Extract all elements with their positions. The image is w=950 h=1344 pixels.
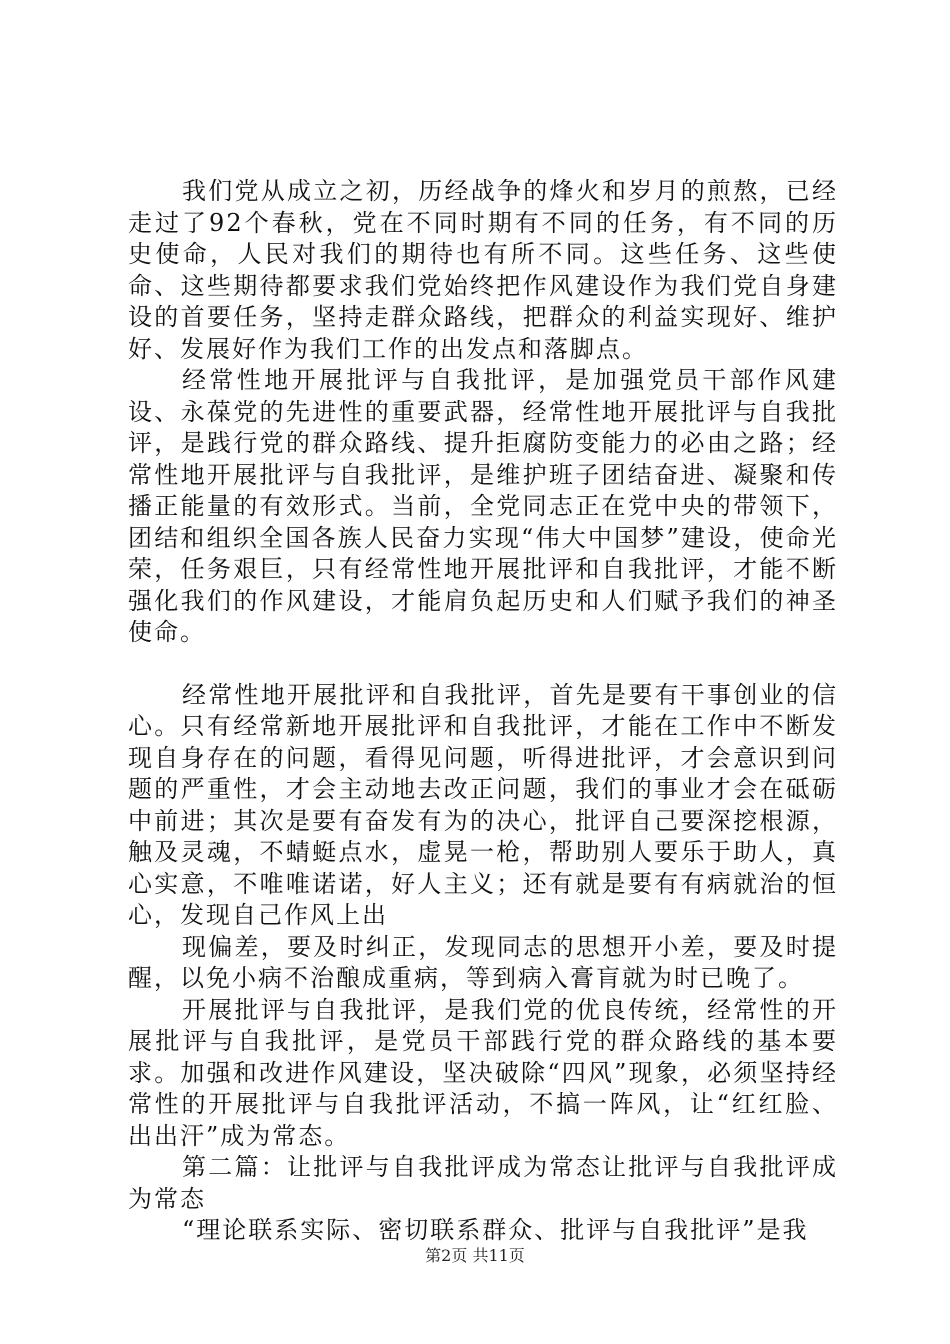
paragraph-spacer (128, 649, 838, 680)
page-number: 第2页 共11页 (425, 1246, 525, 1265)
document-body (128, 176, 838, 1247)
section-heading: 第二篇：让批评与自我批评成为常态让批评与自我批评成为常态 (128, 1153, 838, 1213)
paragraph-4: 现偏差，要及时纠正，发现同志的思想开小差，要及时提醒，以免小病不治酿成重病，等到病入膏肓就为时已晚了。 (128, 932, 838, 992)
paragraph-1: 我们党从成立之初，历经战争的烽火和岁月的煎熬，已经走过了92个春秋，党在不同时期有不同的任务，有不同的历史使命，人民对我们的期待也有所不同。这些任务、这些使命、这些期待都要求我们党始终把作风建设作为我们党自身建设的首要任务，坚持走群众路线，把群众的利益实现好、维护好、发展好作为我们工作的出发点和落脚点。 (128, 177, 838, 363)
paragraph-2: 经常性地开展批评与自我批评，是加强党员干部作风建设、永葆党的先进性的重要武器，经常性地开展批评与自我批评，是践行党的群众路线、提升拒腐防变能力的必由之路；经常性地开展批评与自我批评，是维护班子团结奋进、凝聚和传播正能量的有效形式。当前，全党同志正在党中央的带领下，团结和组织全国各族人民奋力实现“伟大中国梦”建设，使命光荣，任务艰巨，只有经常性地开展批评和自我批评，才能不断强化我们的作风建设，才能肩负起历史和人们赋予我们的神圣使命。 (128, 366, 838, 646)
paragraph-5: 开展批评与自我批评，是我们党的优良传统，经常性的开展批评与自我批评，是党员干部践行党的群众路线的基本要求。加强和改进作风建设，坚决破除“四风”现象，必须坚持经常性的开展批评与自我批评活动，不搞一阵风，让“红红脸、出出汗”成为常态。 (128, 995, 838, 1150)
paragraph-6: “理论联系实际、密切联系群众、批评与自我批评”是我 (182, 1216, 809, 1244)
paragraph-3: 经常性地开展批评和自我批评，首先是要有干事创业的信心。只有经常新地开展批评和自我批评，才能在工作中不断发现自身存在的问题，看得见问题，听得进批评，才会意识到问题的严重性，才会主动地去改正问题，我们的事业才会在砥砺中前进；其次是要有奋发有为的决心，批评自己要深挖根源，触及灵魂，不蜻蜓点水，虚晃一枪，帮助别人要乐于助人，真心实意，不唯唯诺诺，好人主义；还有就是要有有病就治的恒心，发现自己作风上出 (128, 680, 838, 929)
